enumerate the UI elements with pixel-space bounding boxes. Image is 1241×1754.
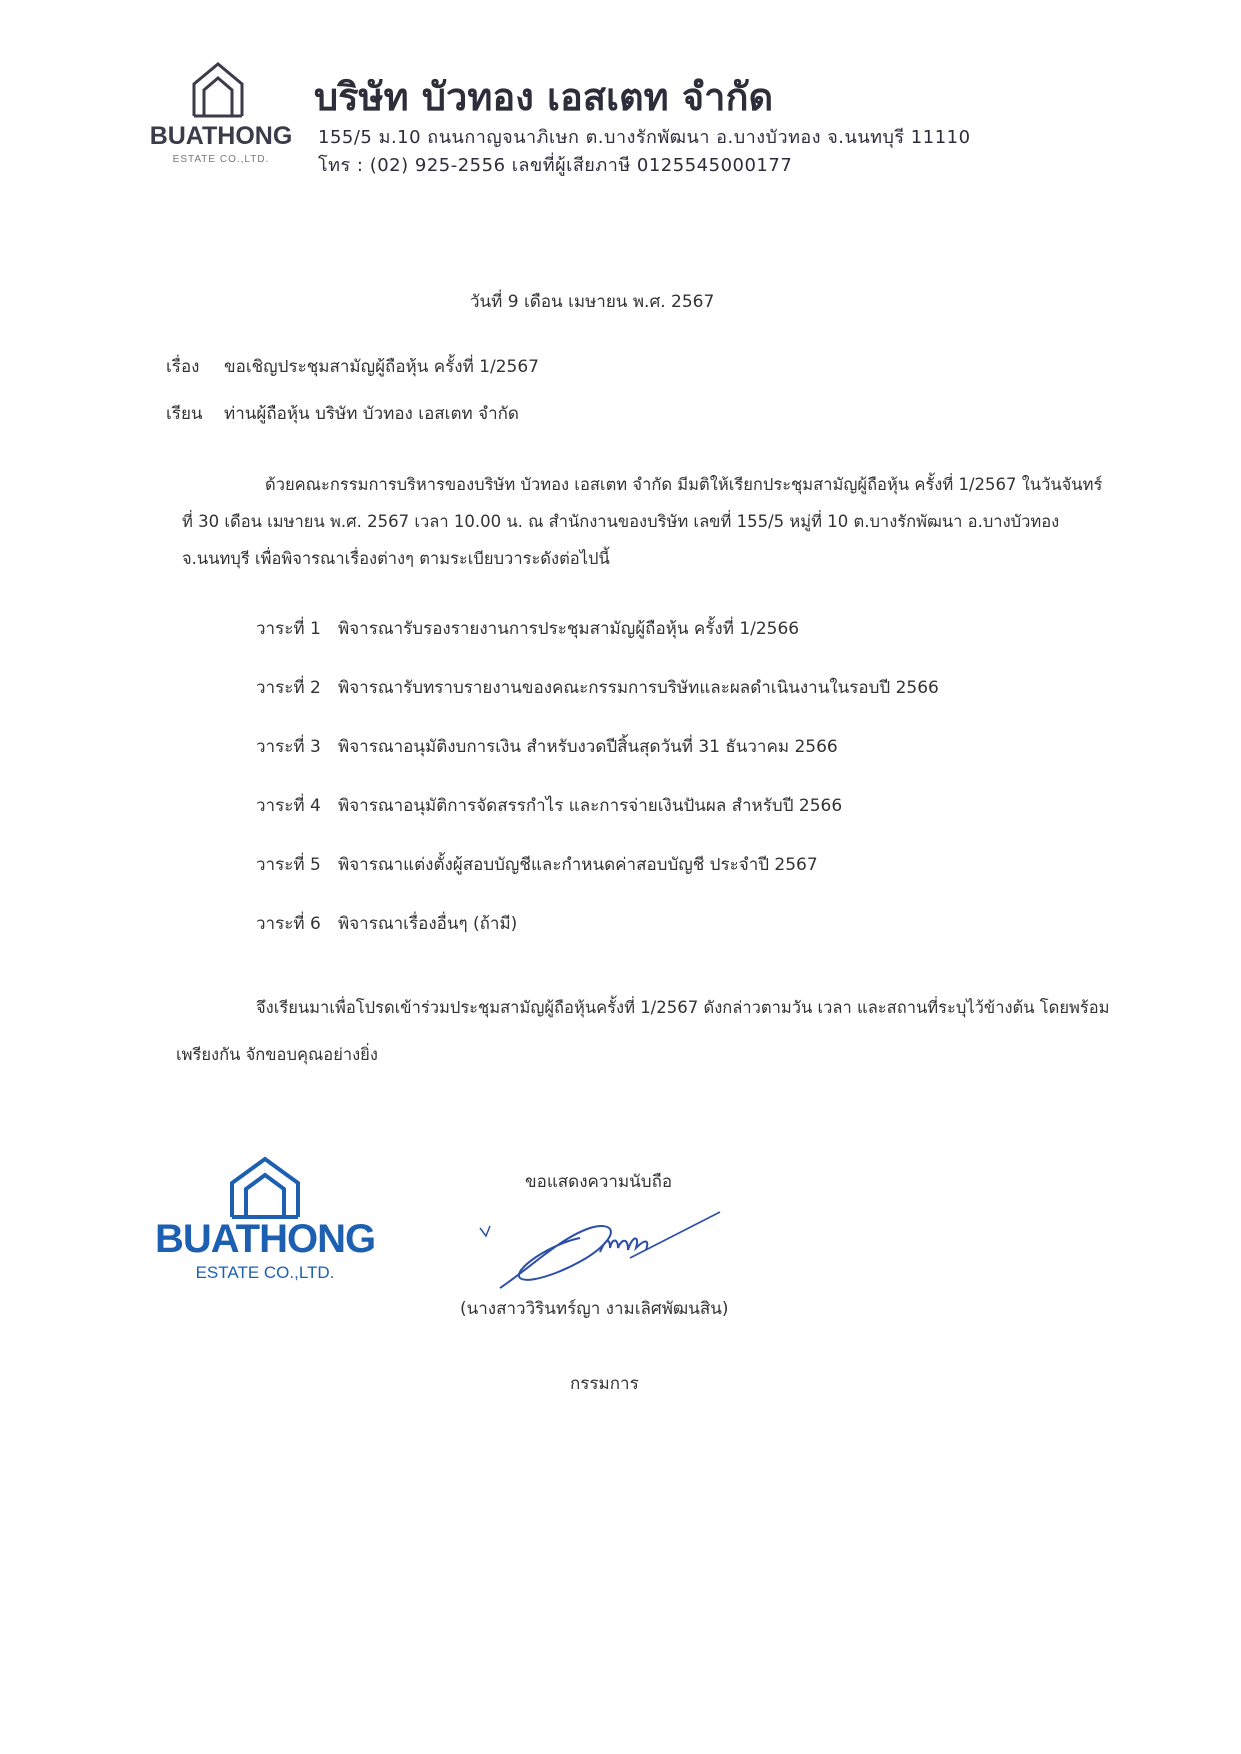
letter-date: วันที่ 9 เดือน เมษายน พ.ศ. 2567: [470, 292, 715, 312]
closing-paragraph: จึงเรียนมาเพื่อโปรดเข้าร่วมประชุมสามัญผู้ถือหุ้นครั้งที่ 1/2567 ดังกล่าวตามวัน เวลา และสถานที่ระบุไว้ข้างต้น โดยพร้อมเพรียงกัน จักขอบคุณอย่างยิ่ง: [176, 998, 1110, 1064]
signer-position: กรรมการ: [570, 1374, 639, 1394]
agenda-number: วาระที่ 1: [256, 619, 321, 639]
agenda-list: [256, 615, 939, 969]
logo-brand: BUATHONG: [149, 122, 293, 150]
logo-subtitle: ESTATE CO.,LTD.: [172, 154, 270, 165]
house-stamp-icon: [226, 1155, 304, 1221]
company-name: บริษัท บัวทอง เอสเตท จำกัด: [314, 75, 774, 119]
stamp-subtitle: ESTATE CO.,LTD.: [195, 1263, 335, 1282]
intro-paragraph: ด้วยคณะกรรมการบริหารของบริษัท บัวทอง เอสเตท จำกัด มีมติให้เรียกประชุมสามัญผู้ถือหุ้น ครั้งที่ 1/2567 ในวันจันทร์ ที่ 30 เดือน เมษายน พ.ศ. 2567 เวลา 10.00 น. ณ สำนักงานของบริษัท เลขที่ 155/5 หมู่ที่ 10 ต.บางรักพัฒนา อ.บางบัวทอง จ.นนทบุรี เพื่อพิจารณาเรื่องต่างๆ ตามระเบียบวาระดังต่อไปนี้: [182, 475, 1103, 568]
agenda-number: วาระที่ 6: [256, 914, 321, 934]
agenda-number: วาระที่ 5: [256, 855, 321, 875]
agenda-item: [256, 674, 939, 733]
signer-name: (นางสาววิรินทร์ญา งามเลิศพัฒนสิน): [460, 1299, 729, 1319]
stamp-brand: BUATHONG: [154, 1217, 376, 1261]
agenda-item: [256, 792, 939, 851]
agenda-text: พิจารณารับรองรายงานการประชุมสามัญผู้ถือหุ้น ครั้งที่ 1/2566: [338, 619, 800, 639]
agenda-text: พิจารณาอนุมัติการจัดสรรกำไร และการจ่ายเงินปันผล สำหรับปี 2566: [338, 796, 843, 816]
agenda-item: [256, 910, 939, 969]
agenda-item: [256, 615, 939, 674]
agenda-text: พิจารณาอนุมัติงบการเงิน สำหรับงวดปีสิ้นสุดวันที่ 31 ธันวาคม 2566: [338, 737, 838, 757]
letterhead-logo: [136, 56, 306, 174]
agenda-number: วาระที่ 3: [256, 737, 321, 757]
agenda-item: [256, 851, 939, 910]
company-phone-tax: โทร : (02) 925-2556 เลขที่ผู้เสียภาษี 0125545000177: [318, 155, 793, 176]
subject-text: ขอเชิญประชุมสามัญผู้ถือหุ้น ครั้งที่ 1/2567: [224, 357, 539, 377]
recipient-text: ท่านผู้ถือหุ้น บริษัท บัวทอง เอสเตท จำกัด: [224, 404, 519, 424]
agenda-item: [256, 733, 939, 792]
subject-label: เรื่อง: [166, 357, 200, 377]
agenda-text: พิจารณารับทราบรายงานของคณะกรรมการบริษัทและผลดำเนินงานในรอบปี 2566: [338, 678, 939, 698]
agenda-number: วาระที่ 4: [256, 796, 321, 816]
company-stamp: [150, 1155, 380, 1295]
company-address: 155/5 ม.10 ถนนกาญจนาภิเษก ต.บางรักพัฒนา อ.บางบัวทอง จ.นนทบุรี 11110: [318, 127, 971, 148]
closing-salutation: ขอแสดงความนับถือ: [525, 1172, 673, 1192]
signature-icon: [460, 1208, 740, 1298]
house-logo-icon: [188, 60, 248, 120]
agenda-text: พิจารณาเรื่องอื่นๆ (ถ้ามี): [338, 914, 518, 934]
recipient-label: เรียน: [166, 404, 203, 424]
agenda-number: วาระที่ 2: [256, 678, 321, 698]
agenda-text: พิจารณาแต่งตั้งผู้สอบบัญชีและกำหนดค่าสอบบัญชี ประจำปี 2567: [338, 855, 818, 875]
